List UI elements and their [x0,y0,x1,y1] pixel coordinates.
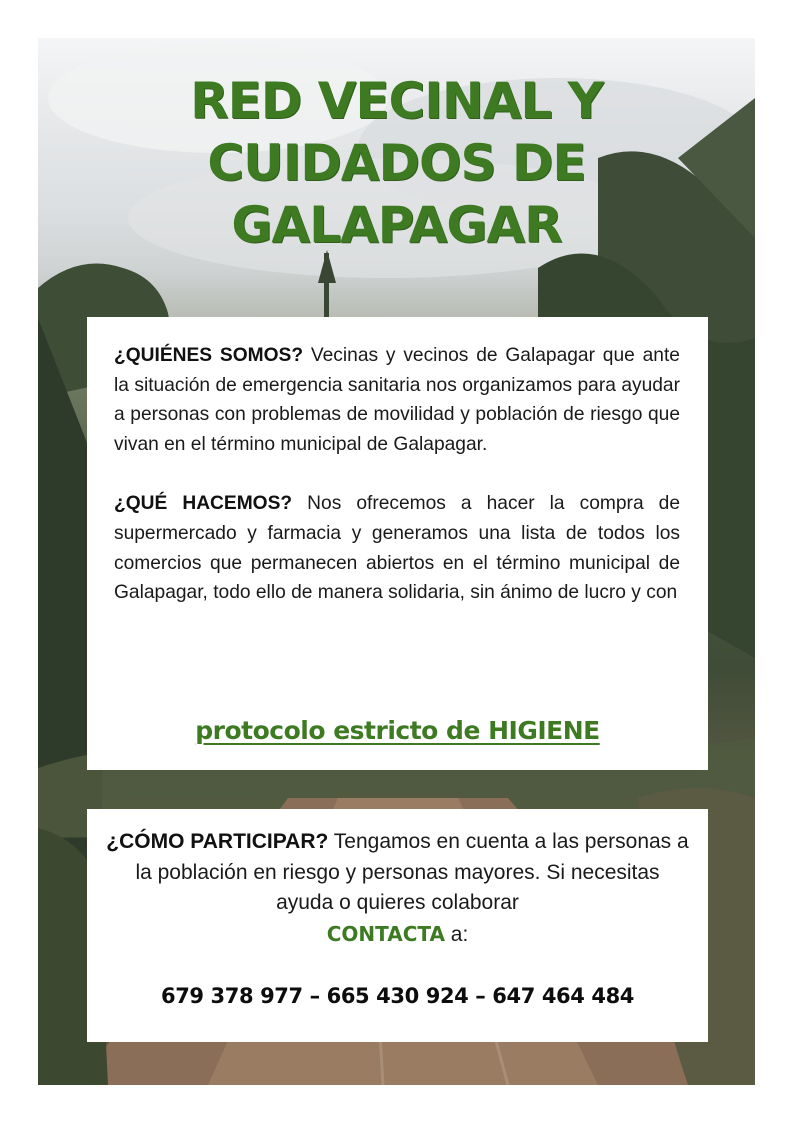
title-line-3: GALAPAGAR [231,196,562,254]
que-hacemos-paragraph [114,489,680,607]
title-line-1: RED VECINAL Y [190,72,603,130]
quienes-somos-text: Vecinas y vecinos de Galapagar que ante la situación de emergencia sanitaria nos organizamos para ayudar a personas con problemas de movilidad y población de riesgo que vivan en el término municipal de Galapagar. [114,345,680,455]
hygiene-highlight-text: protocolo estricto de HIGIENE [195,716,600,745]
quienes-somos-heading: ¿QUIÉNES SOMOS? [114,345,304,366]
como-participar-heading: ¿CÓMO PARTICIPAR? [106,830,329,853]
page-title [38,70,755,256]
contact-panel [87,809,708,1042]
hygiene-highlight [87,716,708,745]
contacta-suffix: a: [444,922,469,946]
phone-numbers: 679 378 977 – 665 430 924 – 647 464 484 [160,984,635,1008]
que-hacemos-text: Nos ofrecemos a hacer la compra de supermercado y farmacia y generamos una lista de todos los comercios que permanecen abiertos en el término municipal de Galapagar, todo ello de manera solidaria, sin ánimo de lucro y con [114,493,680,604]
title-line-2: CUIDADOS DE [207,134,586,192]
info-panel [87,317,708,770]
como-participar-text: Tengamos en cuenta a las personas a la población en riesgo y personas mayores. Si necesitas ayuda o quieres colaborar [135,830,689,914]
que-hacemos-heading: ¿QUÉ HACEMOS? [114,493,293,515]
como-participar-paragraph [105,827,690,950]
quienes-somos-paragraph [114,341,680,459]
contacta-label: CONTACTA [326,921,445,946]
